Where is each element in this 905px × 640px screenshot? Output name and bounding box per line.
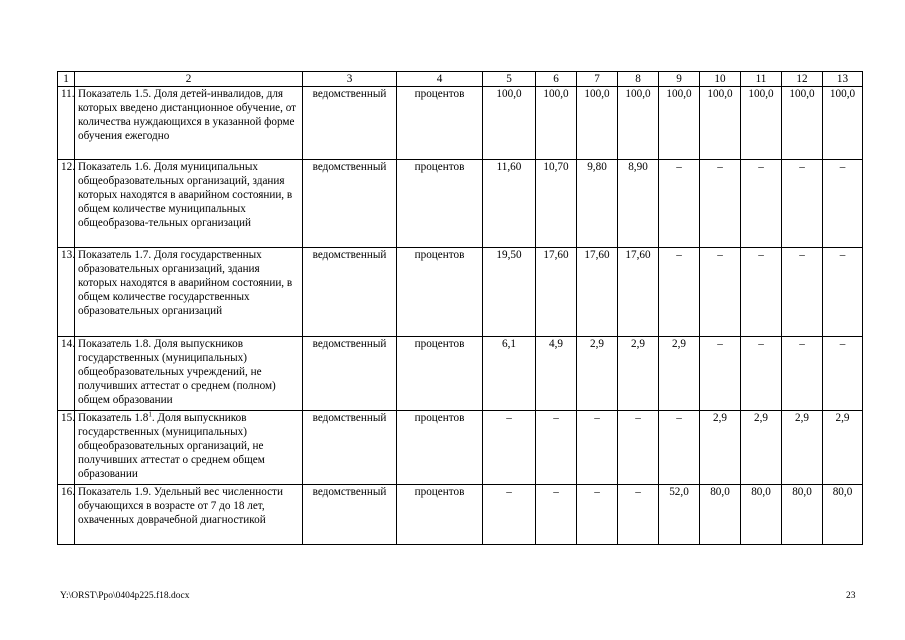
row-number: 14. xyxy=(58,337,75,411)
value-cell: 9,80 xyxy=(577,160,618,248)
value-cell: 52,0 xyxy=(659,485,700,545)
value-cell: – xyxy=(577,485,618,545)
value-cell: 17,60 xyxy=(618,248,659,337)
value-cell: – xyxy=(618,485,659,545)
table-row xyxy=(58,411,863,485)
col-header: 2 xyxy=(75,72,303,87)
indicator-name-prefix: Показатель 1.8 xyxy=(78,412,149,424)
indicator-name: Показатель 1.6. Доля муниципальных общеобразовательных организаций, здания которых находятся в аварийном состоянии, в общем количестве муниципальных общеобразова-тельных организаций xyxy=(75,160,303,248)
col-header: 5 xyxy=(483,72,536,87)
value-cell: 100,0 xyxy=(823,87,863,160)
value-cell: 100,0 xyxy=(618,87,659,160)
value-cell: – xyxy=(618,411,659,485)
indicator-unit: процентов xyxy=(397,337,483,411)
value-cell: – xyxy=(659,160,700,248)
value-cell: 100,0 xyxy=(577,87,618,160)
value-cell: – xyxy=(823,248,863,337)
indicator-name: Показатель 1.9. Удельный вес численности обучающихся в возрасте от 7 до 18 лет, охваченных доврачебной диагностикой xyxy=(75,485,303,545)
col-header: 10 xyxy=(700,72,741,87)
value-cell: 80,0 xyxy=(782,485,823,545)
value-cell: 80,0 xyxy=(700,485,741,545)
col-header: 13 xyxy=(823,72,863,87)
value-cell: – xyxy=(782,337,823,411)
col-header: 8 xyxy=(618,72,659,87)
col-header: 9 xyxy=(659,72,700,87)
col-header: 4 xyxy=(397,72,483,87)
col-header: 12 xyxy=(782,72,823,87)
value-cell: 2,9 xyxy=(700,411,741,485)
value-cell: – xyxy=(700,248,741,337)
value-cell: 2,9 xyxy=(618,337,659,411)
indicator-unit: процентов xyxy=(397,485,483,545)
value-cell: 8,90 xyxy=(618,160,659,248)
value-cell: 2,9 xyxy=(659,337,700,411)
indicator-type: ведомственный xyxy=(303,411,397,485)
indicator-name-suffix: . Доля выпускников государственных (муниципальных) общеобразовательных организаций, не получивших аттестат о среднем общем образовании xyxy=(78,412,265,480)
value-cell: – xyxy=(782,160,823,248)
value-cell: 19,50 xyxy=(483,248,536,337)
value-cell: 2,9 xyxy=(741,411,782,485)
value-cell: – xyxy=(700,160,741,248)
value-cell: 10,70 xyxy=(536,160,577,248)
value-cell: 100,0 xyxy=(741,87,782,160)
indicator-superscript: 1 xyxy=(148,410,152,419)
value-cell: 4,9 xyxy=(536,337,577,411)
value-cell: 100,0 xyxy=(659,87,700,160)
value-cell: 100,0 xyxy=(483,87,536,160)
value-cell: – xyxy=(659,411,700,485)
page-number: 23 xyxy=(846,591,856,601)
value-cell: 100,0 xyxy=(782,87,823,160)
table-row xyxy=(58,87,863,160)
indicator-unit: процентов xyxy=(397,160,483,248)
value-cell: – xyxy=(536,411,577,485)
value-cell: – xyxy=(659,248,700,337)
row-number: 11. xyxy=(58,87,75,160)
value-cell: – xyxy=(536,485,577,545)
value-cell: 80,0 xyxy=(823,485,863,545)
table-row xyxy=(58,337,863,411)
value-cell: – xyxy=(823,337,863,411)
value-cell: 2,9 xyxy=(782,411,823,485)
value-cell: 11,60 xyxy=(483,160,536,248)
indicator-unit: процентов xyxy=(397,87,483,160)
value-cell: – xyxy=(483,411,536,485)
row-number: 16. xyxy=(58,485,75,545)
table-row xyxy=(58,160,863,248)
col-header: 6 xyxy=(536,72,577,87)
col-header: 1 xyxy=(58,72,75,87)
indicator-type: ведомственный xyxy=(303,87,397,160)
value-cell: – xyxy=(782,248,823,337)
table-row xyxy=(58,248,863,337)
table-row xyxy=(58,485,863,545)
indicators-table xyxy=(57,71,863,545)
value-cell: 80,0 xyxy=(741,485,782,545)
value-cell: 6,1 xyxy=(483,337,536,411)
value-cell: 100,0 xyxy=(536,87,577,160)
indicator-type: ведомственный xyxy=(303,248,397,337)
indicator-name: Показатель 1.5. Доля детей-инвалидов, для которых введено дистанционное обучение, от количества нуждающихся в указанной форме обучения ежегодно xyxy=(75,87,303,160)
indicator-type: ведомственный xyxy=(303,337,397,411)
col-header: 3 xyxy=(303,72,397,87)
value-cell: – xyxy=(700,337,741,411)
value-cell: 2,9 xyxy=(823,411,863,485)
value-cell: – xyxy=(483,485,536,545)
value-cell: – xyxy=(577,411,618,485)
value-cell: 100,0 xyxy=(700,87,741,160)
footer-file-path: Y:\ORST\Ppo\0404p225.f18.docx xyxy=(60,591,190,601)
value-cell: – xyxy=(741,248,782,337)
row-number: 15. xyxy=(58,411,75,485)
indicator-name xyxy=(75,411,303,485)
indicator-type: ведомственный xyxy=(303,160,397,248)
indicator-type: ведомственный xyxy=(303,485,397,545)
col-header: 7 xyxy=(577,72,618,87)
value-cell: 17,60 xyxy=(577,248,618,337)
col-header: 11 xyxy=(741,72,782,87)
value-cell: 2,9 xyxy=(577,337,618,411)
header-row xyxy=(58,72,863,87)
value-cell: – xyxy=(823,160,863,248)
row-number: 12. xyxy=(58,160,75,248)
indicator-unit: процентов xyxy=(397,248,483,337)
value-cell: – xyxy=(741,337,782,411)
indicator-name: Показатель 1.8. Доля выпускников государственных (муниципальных) общеобразовательных учреждений, не получивших аттестат о среднем (полном) общем образовании xyxy=(75,337,303,411)
indicator-name: Показатель 1.7. Доля государственных образовательных организаций, здания которых находятся в аварийном состоянии, в общем количестве государственных образовательных организаций xyxy=(75,248,303,337)
value-cell: 17,60 xyxy=(536,248,577,337)
row-number: 13. xyxy=(58,248,75,337)
indicator-unit: процентов xyxy=(397,411,483,485)
value-cell: – xyxy=(741,160,782,248)
